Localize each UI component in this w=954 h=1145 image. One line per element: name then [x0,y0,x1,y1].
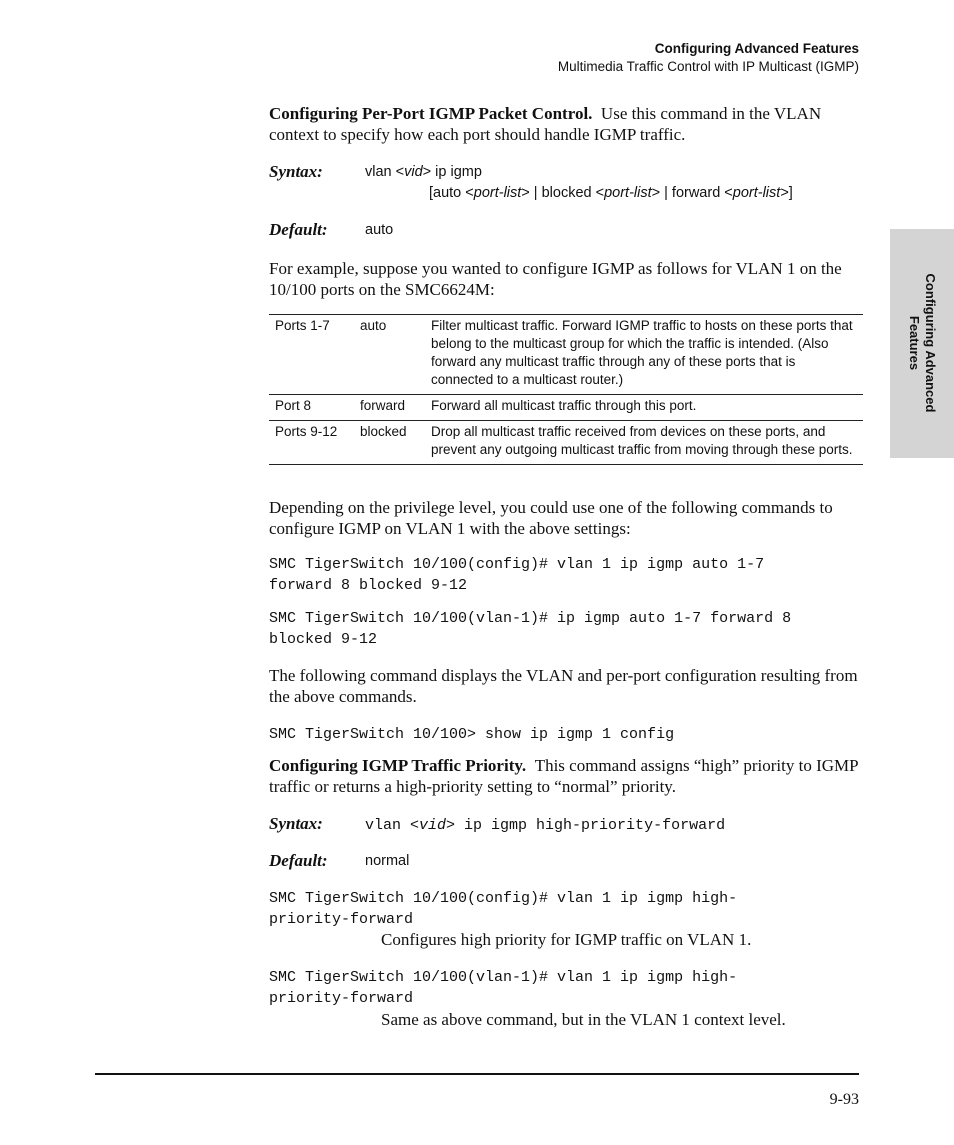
code-block-show-igmp: SMC TigerSwitch 10/100> show ip igmp 1 config [269,726,675,743]
per-port-paragraph [269,103,863,145]
commands-intro: Depending on the privilege level, you could use one of the following commands to configure IGMP on VLAN 1 with the above settings: [269,498,833,538]
code-block-vlan-igmp: SMC TigerSwitch 10/100(vlan-1)# ip igmp auto 1-7 forward 8 blocked 9-12 [269,610,792,648]
chapter-side-tab-label [906,274,938,413]
table-cell-description: Drop all multicast traffic received from devices on these ports, and prevent any outgoing multicast traffic from moving through these ports. [431,424,853,457]
default-value: auto [365,222,394,238]
syntax-line-2: [auto <port-list> | blocked <port-list> | forward <port-list>] [429,185,793,201]
table-cell-description: Forward all multicast traffic through this port. [431,398,697,413]
table-cell-mode: forward [360,398,406,413]
per-port-text: Use this command in the VLAN context to specify how each port should handle IGMP traffic. [269,104,822,144]
table-row [269,421,863,464]
priority-config-description: Configures high priority for IGMP traffic on VLAN 1. [381,930,752,949]
syntax-line-1: vlan <vid> ip igmp [365,164,482,180]
side-tab-line-1: Configuring Advanced [923,273,938,413]
example-intro: For example, suppose you wanted to configure IGMP as follows for VLAN 1 on the 10/100 ports on the SMC6624M: [269,259,842,299]
side-tab-line-2: Features [907,315,922,371]
priority-default-label: Default: [269,851,328,870]
table-cell-description: Filter multicast traffic. Forward IGMP traffic to hosts on these ports that belong to the multicast group for which the traffic is intended. (Also forward any multicast traffic through any of these ports that is connected to a multicast router.) [431,318,853,387]
code-block-priority-config: SMC TigerSwitch 10/100(config)# vlan 1 ip igmp high- priority-forward [269,890,738,928]
table-cell-ports: Ports 9-12 [275,424,338,439]
running-header-section: Multimedia Traffic Control with IP Multicast (IGMP) [557,59,859,74]
priority-default-value: normal [365,853,410,869]
priority-heading: Configuring IGMP Traffic Priority. [269,756,527,775]
priority-syntax: vlan <vid> ip igmp high-priority-forward [365,817,726,834]
per-port-heading: Configuring Per-Port IGMP Packet Control. [269,104,593,123]
priority-text: This command assigns “high” priority to IGMP traffic or returns a high-priority setting to “normal” priority. [269,756,858,796]
default-label: Default: [269,220,328,239]
running-header-chapter: Configuring Advanced Features [654,41,859,56]
footer-rule [95,1073,859,1075]
igmp-port-table [269,314,863,465]
code-block-config-igmp: SMC TigerSwitch 10/100(config)# vlan 1 ip igmp auto 1-7 forward 8 blocked 9-12 [269,556,765,594]
table-cell-mode: auto [360,318,387,333]
syntax-label: Syntax: [269,162,323,181]
priority-paragraph [269,755,863,797]
page-number: 9-93 [829,1091,859,1108]
priority-vlan-description: Same as above command, but in the VLAN 1 context level. [381,1010,786,1029]
priority-syntax-label: Syntax: [269,814,323,833]
show-command-intro: The following command displays the VLAN and per-port configuration resulting from the above commands. [269,666,858,706]
table-cell-mode: blocked [360,424,407,439]
code-block-priority-vlan: SMC TigerSwitch 10/100(vlan-1)# vlan 1 ip igmp high- priority-forward [269,969,738,1007]
table-row [269,395,863,421]
table-cell-ports: Port 8 [275,398,312,413]
table-cell-ports: Ports 1-7 [275,318,330,333]
table-row [269,315,863,395]
